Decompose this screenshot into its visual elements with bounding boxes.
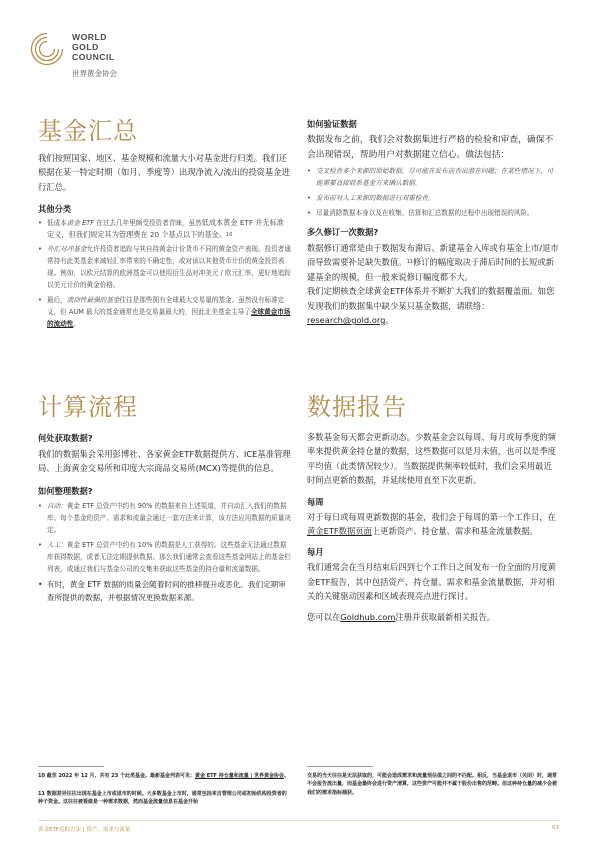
verify-bullet-1: • 交叉检查多个来源的原始数据，尽可能在发布前查出潜在问题；在某些情况下，可能需要直接联系基金方来确认数据。 — [307, 165, 559, 189]
b1-big: 低成本黄金 ETF 并无标准定义，但我们规定其为管理费在 20 个基点以下的基金。 — [47, 218, 284, 240]
b1-pre: 低成本 — [47, 219, 67, 228]
bullet-fx-hedged — [38, 243, 291, 291]
b3-end: 。 — [73, 320, 80, 329]
gold-etf-data-page-link[interactable]: 黄金ETF数据页面 — [307, 526, 372, 537]
organize-data-heading: 如何整理数据? — [38, 485, 93, 496]
revise-text-3: 我们定期核查全球黄金ETF体系并不断扩大我们的数据覆盖面。如您发现我们的数据集中缺少某只基金数据，请联络： — [307, 286, 555, 311]
footnote-rule-left — [38, 766, 104, 767]
logo-wordmark — [72, 32, 115, 62]
report-text: 多数基金每天都会更新动态。少数基金会以每周、每月或每季度的频率来提供黄金持仓量的数据，这些数据可以是月末值，也可以是季度平均值（此类情况较少）。当数据提供频率较低时，我们会采用最近时间点更新的数据，并延续使用直至下次更新。 — [307, 432, 556, 486]
b2-rest: 允许投资者追踪与其自持黄金计价货币不同的黄金资产表现。投资者通常持有此类基金来减轻汇率带来的不确定性，或对该以其他货币计价的黄金投资表现。例如，以欧元结算的欧洲基金可以使用衍生品对冲美元 / 欧元汇率，更好地追踪以美元计价的黄金价格。 — [47, 245, 291, 290]
page-number: 03 — [552, 825, 559, 831]
revise-text-2: 修订的幅度取决于滞后时间的长短或新建基金的规模，但一般来说修订幅度都不大。 — [307, 257, 555, 282]
revise-contact — [307, 284, 559, 327]
logo-mark-icon — [30, 32, 64, 66]
process-heading: 计算流程 — [38, 393, 138, 421]
fn10-link[interactable]: 黄金 ETF 持仓量和流量 | 世界黄金协会 — [194, 773, 285, 779]
footnote-ref-10: 10 — [226, 232, 233, 239]
revise-text — [307, 241, 559, 284]
logo-line-1: WORLD — [72, 32, 107, 42]
liquidity-link[interactable]: 全球黄金市场的流动性 — [47, 308, 291, 329]
fn10-end: 。 — [284, 773, 290, 779]
right-report-section — [307, 392, 559, 624]
bullet-automatic — [38, 500, 291, 536]
logo-line-3: COUNCIL — [72, 52, 115, 62]
weekly-pre: 对于每日或每周更新数据的基金，我们会于每周的第一个工作日，在 — [307, 511, 556, 522]
other-categories-heading: 其他分类 — [38, 204, 72, 215]
p2-rest: 黄金 ETF 总资产中约有 10% 的数据是人工获得的。这些基金无法通过数据库获得数据，或者无法定期提供数据。那么我们通常会查看这些基金网站上的基金栏列表，或通过我们与基金公司的交集来获取这些基金的持仓量和流量数据。 — [47, 540, 291, 573]
signup-post: 注册并获取最新相关报告。 — [395, 611, 495, 622]
monthly-text: 我们通常会在当月结束后四到七个工作日之间发布一份全面的月度黄金ETF报告，其中包括资产、持仓量、需求和基金流量数据，并对相关的关键驱动因素和区域表现亮点进行探讨。 — [307, 562, 556, 602]
b1-mid: 在过去几年里颇受投资者青睐，虽然 — [94, 219, 202, 228]
right-column — [307, 118, 559, 327]
revise-text-1: 数据修订通常是由于数据发布滞后、新建基金入库或有基金上市/退市而导致需要补足缺失数值。 — [307, 243, 559, 268]
verify-bullet-3: • 尽量消除数据本身以及在收集、估算和汇总数据的过程中出现错误的风险。 — [307, 207, 559, 219]
footnote-ref-11: 11 — [406, 259, 413, 266]
verify-heading: 如何验证数据 — [307, 119, 357, 129]
b3-em: 流动性最强的基金 — [66, 296, 120, 305]
verify-text: 数据发布之前，我们会对数据集进行严格的检验和审查，确保不会出现错误，帮助用户对数据建立信心。做法包括： — [307, 135, 554, 160]
b2-em: 外汇对冲基金 — [47, 245, 87, 254]
b1-em: 黄金 ETF — [66, 219, 95, 228]
footnote-10 — [38, 772, 291, 780]
signup-pre: 您可以在 — [307, 611, 341, 622]
weekly-post: 上更新资产、持仓量、需求和基金流量数据。 — [371, 526, 538, 537]
bullet-low-cost — [38, 217, 291, 241]
p1-em: 自动： — [47, 501, 67, 510]
p1-rest: 黄金 ETF 总资产中约有 90% 的数据来自上述渠道，并自动汇入我们的数据库。每个基金的资产、需求和流量会通过一套方法来计算，该方法应用数据的质量决定。 — [47, 501, 291, 534]
goldhub-link[interactable]: Goldhub.com — [340, 611, 396, 622]
footnote-11: 11 数据差异往往出现在基金上市或退市的时候。大多数基金上市时，通常包括来自管理公司或初始机构投资者的种子资金。这往往被看做是一种需求数据，然而基金流量信息在基金开始 — [38, 791, 287, 806]
logo-line-2: GOLD — [72, 42, 99, 52]
footnote-11-continued: 交易的当天往往是无法获取的，可能会造成需求和流量预估值之间的不匹配。相反，当基金退市（关闭）时，通常不会报告流出量，而基金最终会进行资产清算，这些资产可能并不属于股份出售的范畴。但这种持仓量的减少会被我们的需求指标捕获。 — [307, 773, 558, 796]
p2-em: 人工： — [47, 540, 67, 549]
weekly-heading: 每周 — [307, 496, 324, 507]
bullet-most-liquid — [38, 294, 291, 330]
footnote-rule-right — [307, 766, 373, 767]
footer-rule — [38, 820, 559, 821]
report-heading: 数据报告 — [307, 393, 407, 421]
where-data-text: 我们的数据集会采用彭博社、各家黄金ETF数据提供方、ICE基准管理局、上海黄金交易所和印度大宗商品交易所(MCX)等提供的信息。 — [38, 449, 291, 474]
b3-pre: 最后， — [47, 296, 67, 305]
bullet-data-quality: • 有时，黄金 ETF 数据的质量会随着时间的推移提升或恶化。我们定期审查所提供的数据，并根据情况更换数据来源。 — [38, 578, 291, 604]
fn10-pre: 10 截至 2022 年 12 月，共有 23 个此类基金。最新基金列表可见： — [38, 773, 195, 779]
email-end: 。 — [385, 315, 394, 326]
monthly-heading: 每月 — [307, 547, 324, 558]
summary-heading: 基金汇总 — [38, 117, 138, 145]
where-data-heading: 何处获取数据? — [38, 433, 93, 443]
bullet-manual — [38, 539, 291, 575]
world-gold-council-logo — [30, 28, 170, 80]
revise-heading: 多久修订一次数据? — [307, 227, 379, 237]
left-column — [38, 116, 291, 330]
logo-chinese-name: 世界黄金协会 — [72, 69, 117, 78]
summary-intro: 我们按照国家、地区、基金规模和流量大小对基金进行归类。我们还根据在某一特定时期（如月、季度等）出现净流入/流出的投资基金进行汇总。 — [38, 153, 290, 192]
signup-text — [307, 610, 559, 624]
research-email-link[interactable]: research@gold.org — [307, 315, 386, 326]
left-process-section — [38, 392, 291, 604]
b3-rest: 往往是那些拥有全球最大交易量的基金。虽然没有标准定义，但 AUM 最大的基金通常也是交易量最大的，因此北美基金主导了 — [47, 296, 285, 317]
weekly-text — [307, 510, 559, 539]
verify-bullet-2: • 发布前对人工来源的数据进行双重检查。 — [307, 192, 559, 204]
footer-text: 黄金ETF追踪方法 | 资产、需求与流量 — [38, 827, 131, 833]
